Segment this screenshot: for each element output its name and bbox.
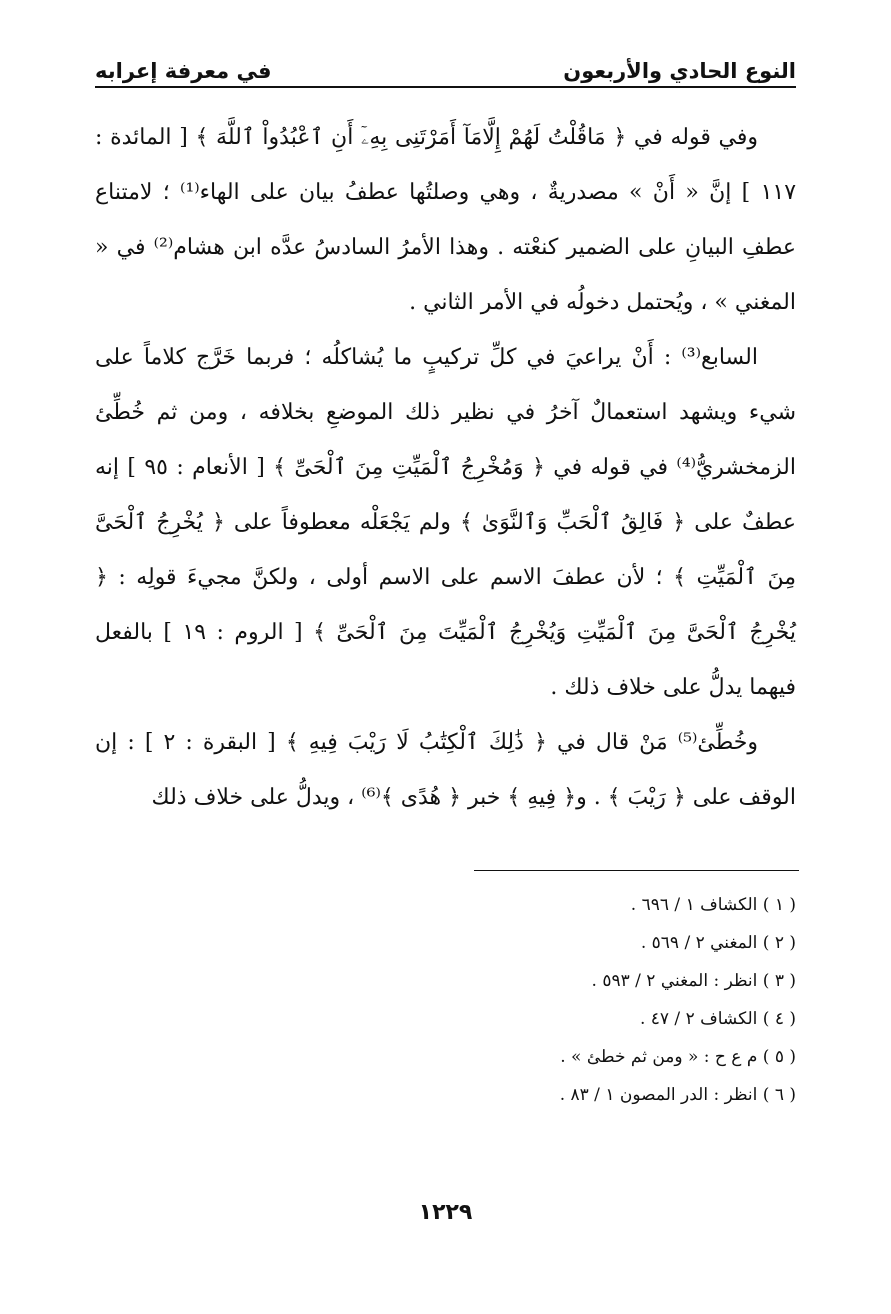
paragraph: وفي قوله في ﴿ مَاقُلْتُ لَهُمْ إِلَّامَآ أَمَرْتَنِى بِهِۦٓ أَنِ ٱعْبُدُواْ ٱللَّهَ ﴾ [ المائدة : ١١٧ ] إنَّ « أَنْ » مصدريةٌ ، وهي وصلتُها عطفُ بيان على الهاء⁽¹⁾ ؛ لامتناع عطفِ البيانِ على الضمير كنعْته . وهذا الأمرُ السادسُ عدَّه ابن هشام⁽²⁾ في « المغني » ، ويُحتمل دخولُه في الأمر الثاني . — [95, 125, 797, 315]
running-header — [95, 40, 796, 88]
footnote: ( ٥ ) م ع ح : « ومن ثم خطئ » . — [560, 1047, 796, 1067]
footnotes — [95, 886, 796, 1114]
footnote: ( ١ ) الكشاف ١ / ٦٩٦ . — [630, 895, 796, 915]
footnote: ( ٣ ) انظر : المغني ٢ / ٥٩٣ . — [591, 971, 796, 991]
paragraph: وخُطِّئ⁽⁵⁾ مَنْ قال في ﴿ ذَٰلِكَ ٱلْكِتَٰبُ لَا رَيْبَ فِيهِ ﴾ [ البقرة : ٢ ] : إن الوقف على ﴿ رَيْبَ ﴾ . و﴿ فِيهِ ﴾ خبر ﴿ هُدًى ﴾⁽⁶⁾ ، ويدلُّ على خلاف ذلك — [95, 730, 796, 810]
footnote-separator — [474, 870, 799, 871]
footnote: ( ٤ ) الكشاف ٢ / ٤٧ . — [639, 1009, 796, 1029]
footnote: ( ٦ ) انظر : الدر المصون ١ / ٨٣ . — [559, 1085, 796, 1105]
paragraph: السابع⁽³⁾ : أَنْ يراعيَ في كلِّ تركيبٍ ما يُشاكلُه ؛ فربما خَرَّج كلاماً على شيء ويشهد استعمالٌ آخرُ في نظير ذلك الموضعِ بخلافه ، ومن ثم خُطِّئ الزمخشريُّ⁽⁴⁾ في قوله في ﴿ وَمُخْرِجُ ٱلْمَيِّتِ مِنَ ٱلْحَىِّ ﴾ [ الأنعام : ٩٥ ] إنه عطفٌ على ﴿ فَالِقُ ٱلْحَبِّ وَٱلنَّوَىٰ ﴾ ولم يَجْعَلْه معطوفاً على ﴿ يُخْرِجُ ٱلْحَىَّ مِنَ ٱلْمَيِّتِ ﴾ ؛ لأن عطفَ الاسم على الاسم أولى ، ولكنَّ مجيءَ قولِه : ﴿ يُخْرِجُ ٱلْحَىَّ مِنَ ٱلْمَيِّتِ وَيُخْرِجُ ٱلْمَيِّتَ مِنَ ٱلْحَىِّ ﴾ [ الروم : ١٩ ] بالفعل فيهما يدلُّ على خلاف ذلك . — [95, 345, 796, 700]
main-text — [95, 110, 796, 825]
chapter-title: النوع الحادي والأربعون — [563, 59, 796, 83]
footnote: ( ٢ ) المغني ٢ / ٥٦٩ . — [640, 933, 796, 953]
section-title: في معرفة إعرابه — [95, 59, 272, 83]
page-number: ١٢٢٩ — [418, 1200, 473, 1225]
